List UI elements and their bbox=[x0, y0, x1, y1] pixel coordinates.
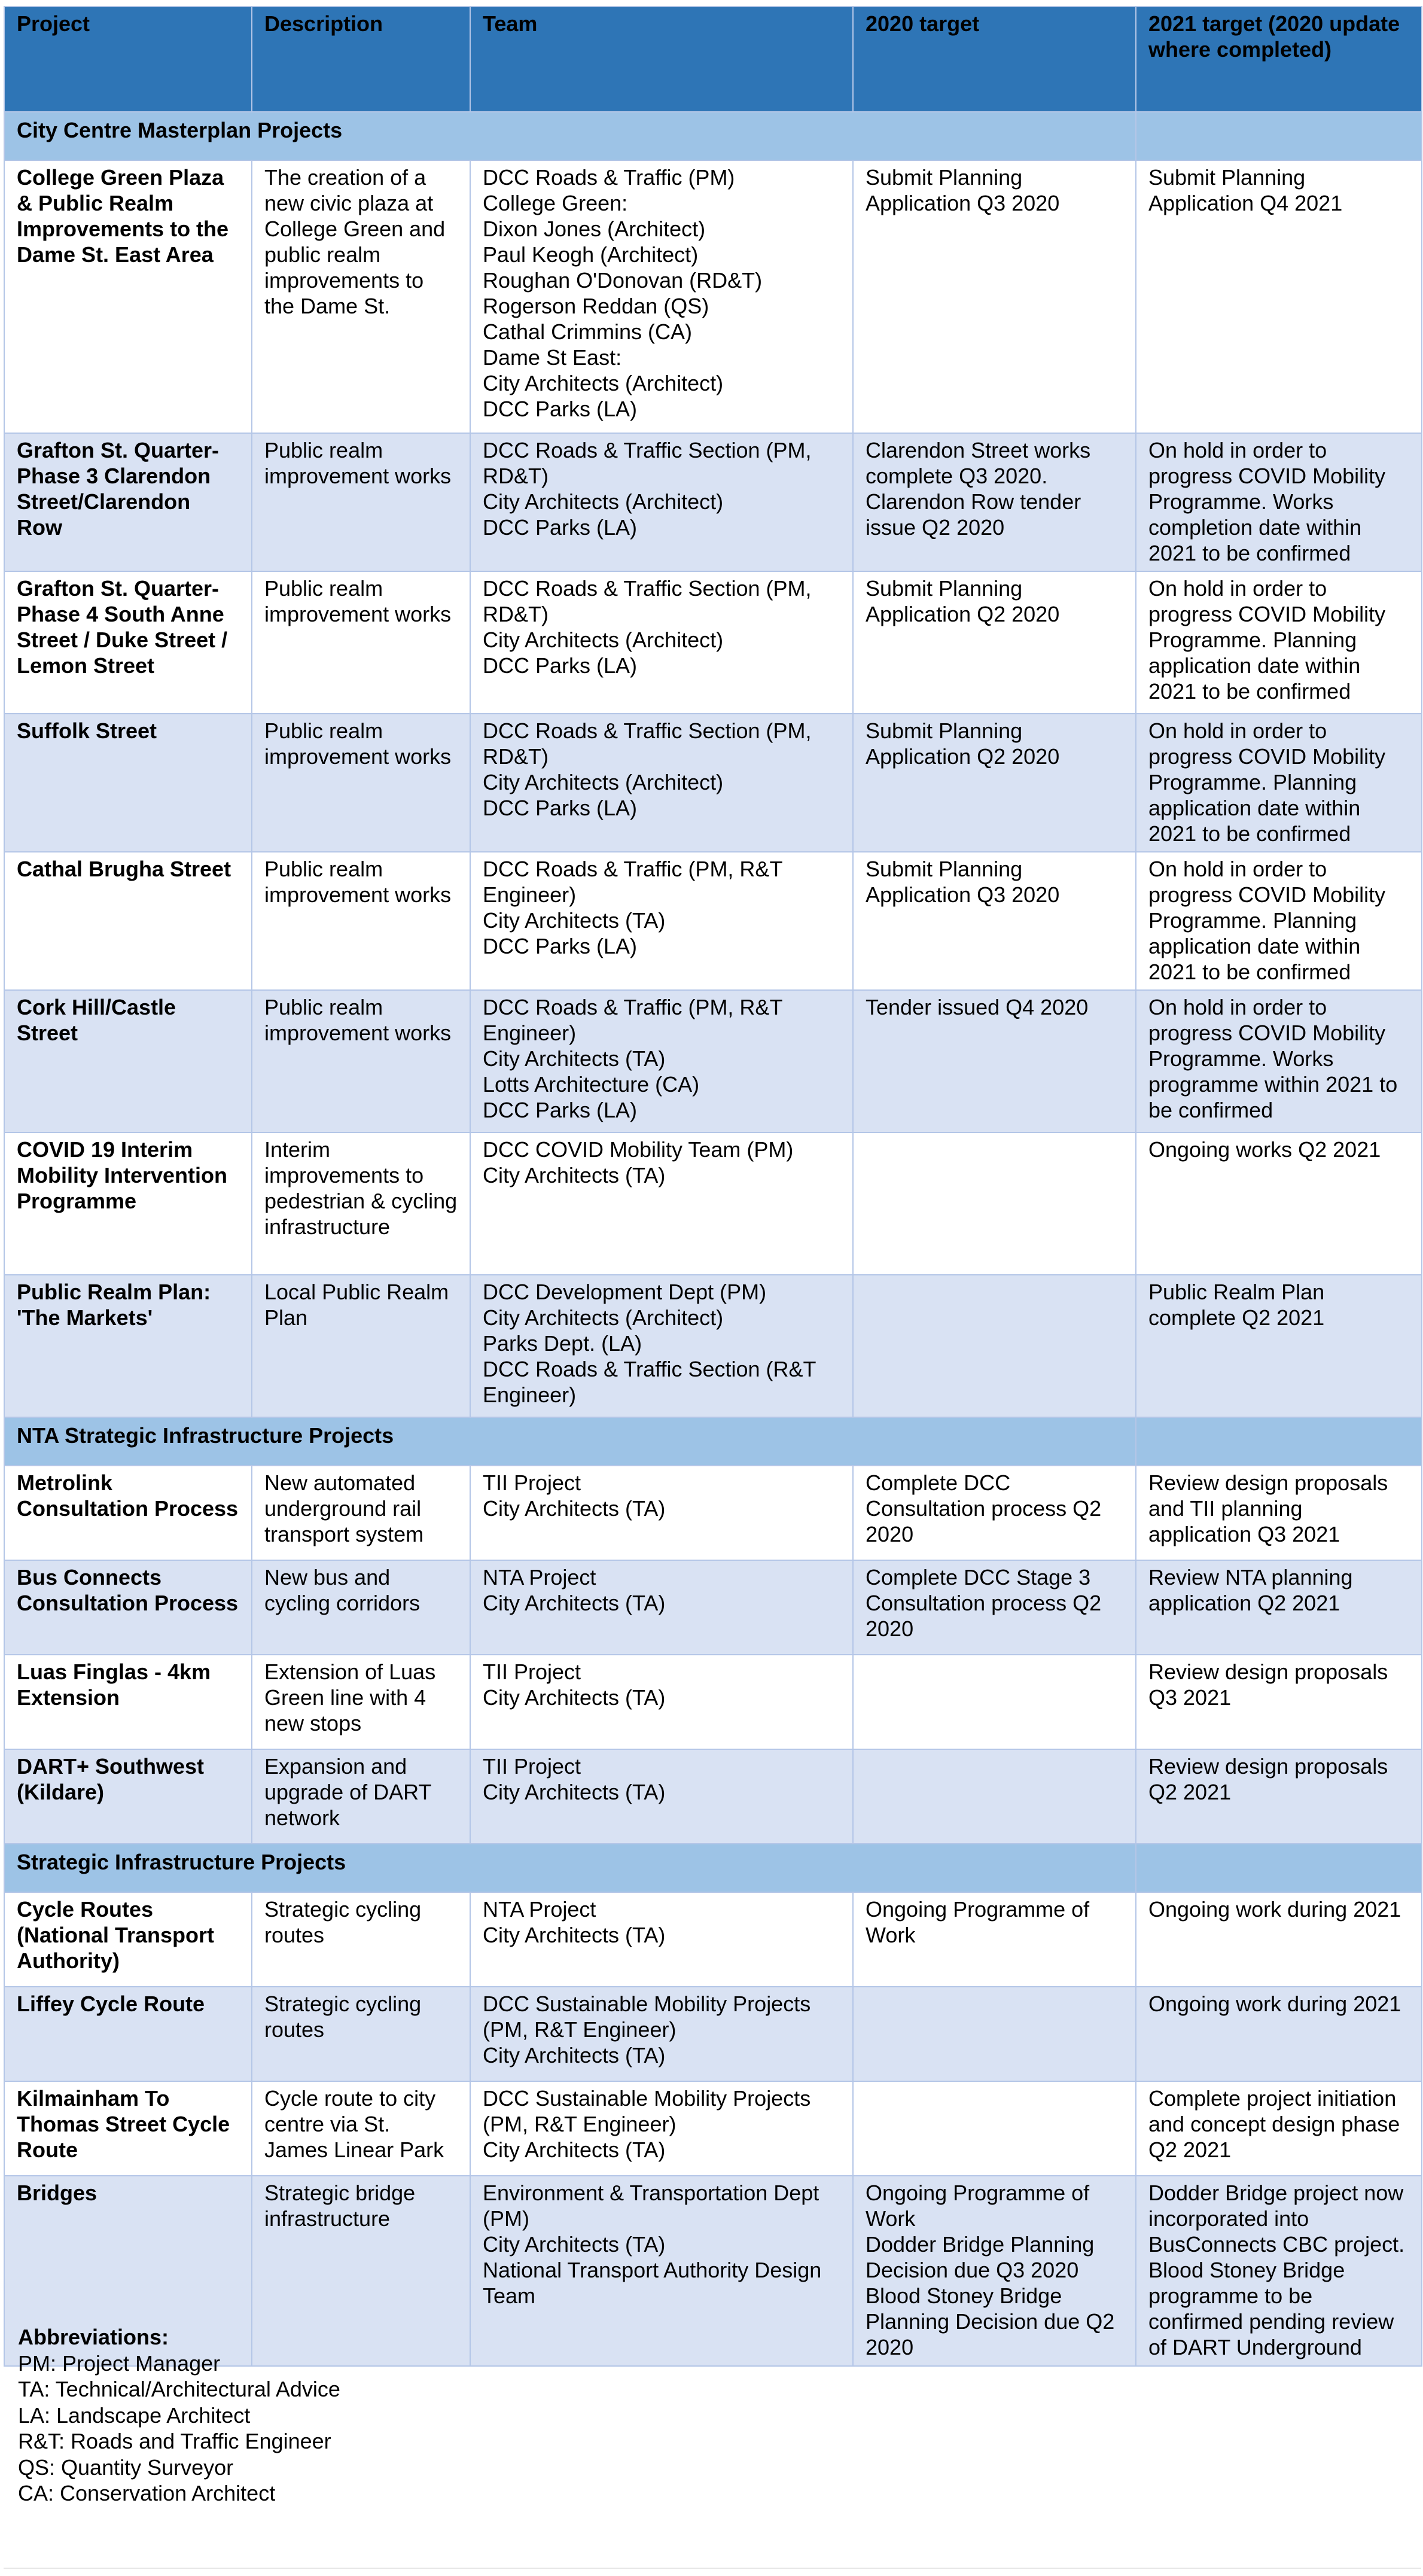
cell-2020-target: Clarendon Street works complete Q3 2020. Clarendon Row tender issue Q2 2020 bbox=[853, 433, 1136, 571]
cell-project: College Green Plaza & Public Realm Improvements to the Dame St. East Area bbox=[4, 160, 252, 433]
table-row bbox=[4, 1655, 1422, 1749]
section-row bbox=[4, 1844, 1422, 1892]
cell-2021-target: Submit Planning Application Q4 2021 bbox=[1136, 160, 1422, 433]
cell-project: DART+ Southwest (Kildare) bbox=[4, 1749, 252, 1844]
cell-2021-target: Ongoing work during 2021 bbox=[1136, 1892, 1422, 1987]
cell-2020-target bbox=[853, 1749, 1136, 1844]
section-filler-cell bbox=[1136, 112, 1422, 160]
cell-description: Public realm improvement works bbox=[252, 571, 470, 714]
section-title: City Centre Masterplan Projects bbox=[4, 112, 1136, 160]
header-project: Project bbox=[4, 7, 252, 112]
cell-2020-target: Submit Planning Application Q2 2020 bbox=[853, 571, 1136, 714]
section-filler-cell bbox=[1136, 1417, 1422, 1466]
cell-project: Luas Finglas - 4km Extension bbox=[4, 1655, 252, 1749]
header-description: Description bbox=[252, 7, 470, 112]
table-row bbox=[4, 571, 1422, 714]
cell-2021-target: Review NTA planning application Q2 2021 bbox=[1136, 1560, 1422, 1655]
cell-description: Public realm improvement works bbox=[252, 990, 470, 1132]
table-header-row bbox=[4, 7, 1422, 112]
abbreviation-item: QS: Quantity Surveyor bbox=[18, 2455, 234, 2480]
cell-team: TII Project City Architects (TA) bbox=[470, 1749, 853, 1844]
cell-2020-target: Ongoing Programme of Work Dodder Bridge Planning Decision due Q3 2020 Blood Stoney Bridge Planning Decision due Q2 2020 bbox=[853, 2176, 1136, 2366]
cell-description: Local Public Realm Plan bbox=[252, 1275, 470, 1417]
cell-2021-target: Review design proposals Q3 2021 bbox=[1136, 1655, 1422, 1749]
cell-2020-target: Tender issued Q4 2020 bbox=[853, 990, 1136, 1132]
section-title: Strategic Infrastructure Projects bbox=[4, 1844, 1136, 1892]
cell-team: NTA Project City Architects (TA) bbox=[470, 1892, 853, 1987]
cell-2020-target bbox=[853, 1132, 1136, 1275]
table-row bbox=[4, 433, 1422, 571]
cell-description: Public realm improvement works bbox=[252, 852, 470, 990]
cell-2021-target: On hold in order to progress COVID Mobility Programme. Works programme within 2021 to be confirmed bbox=[1136, 990, 1422, 1132]
table-row bbox=[4, 1749, 1422, 1844]
cell-project: Grafton St. Quarter- Phase 3 Clarendon Street/Clarendon Row bbox=[4, 433, 252, 571]
cell-team: DCC Roads & Traffic (PM, R&T Engineer) City Architects (TA) DCC Parks (LA) bbox=[470, 852, 853, 990]
cell-project: Public Realm Plan: 'The Markets' bbox=[4, 1275, 252, 1417]
cell-team: DCC Development Dept (PM) City Architects (Architect) Parks Dept. (LA) DCC Roads & Traffic Section (R&T Engineer) bbox=[470, 1275, 853, 1417]
cell-team: DCC Roads & Traffic Section (PM, RD&T) City Architects (Architect) DCC Parks (LA) bbox=[470, 571, 853, 714]
cell-description: Expansion and upgrade of DART network bbox=[252, 1749, 470, 1844]
cell-description: Strategic cycling routes bbox=[252, 1987, 470, 2081]
header-team: Team bbox=[470, 7, 853, 112]
cell-team: DCC Sustainable Mobility Projects (PM, R&T Engineer) City Architects (TA) bbox=[470, 1987, 853, 2081]
cell-2021-target: Ongoing work during 2021 bbox=[1136, 1987, 1422, 2081]
table-row bbox=[4, 2081, 1422, 2176]
cell-project: Liffey Cycle Route bbox=[4, 1987, 252, 2081]
cell-description: Cycle route to city centre via St. James Linear Park bbox=[252, 2081, 470, 2176]
cell-team: DCC Roads & Traffic Section (PM, RD&T) City Architects (Architect) DCC Parks (LA) bbox=[470, 714, 853, 852]
abbreviations-title: Abbreviations: bbox=[18, 2325, 169, 2349]
cell-description: Strategic bridge infrastructure bbox=[252, 2176, 470, 2366]
cell-team: NTA Project City Architects (TA) bbox=[470, 1560, 853, 1655]
abbreviation-item: LA: Landscape Architect bbox=[18, 2403, 251, 2428]
table-row bbox=[4, 1987, 1422, 2081]
abbreviations-block bbox=[18, 2324, 340, 2507]
cell-2020-target bbox=[853, 1987, 1136, 2081]
cell-2020-target bbox=[853, 2081, 1136, 2176]
cell-2021-target: Dodder Bridge project now incorporated into BusConnects CBC project. Blood Stoney Bridge programme to be confirmed pending review of DART Underground bbox=[1136, 2176, 1422, 2366]
table-row bbox=[4, 852, 1422, 990]
section-row bbox=[4, 1417, 1422, 1466]
cell-team: DCC Sustainable Mobility Projects (PM, R&T Engineer) City Architects (TA) bbox=[470, 2081, 853, 2176]
cell-project: Grafton St. Quarter- Phase 4 South Anne Street / Duke Street / Lemon Street bbox=[4, 571, 252, 714]
cell-2020-target bbox=[853, 1655, 1136, 1749]
bottom-divider bbox=[4, 2568, 1421, 2569]
cell-description: The creation of a new civic plaza at College Green and public realm improvements to the Dame St. bbox=[252, 160, 470, 433]
table-body bbox=[4, 112, 1422, 2366]
projects-table bbox=[4, 6, 1422, 2367]
section-title: NTA Strategic Infrastructure Projects bbox=[4, 1417, 1136, 1466]
abbreviation-item: PM: Project Manager bbox=[18, 2350, 221, 2376]
section-filler-cell bbox=[1136, 1844, 1422, 1892]
table-row bbox=[4, 1132, 1422, 1275]
cell-project: Kilmainham To Thomas Street Cycle Route bbox=[4, 2081, 252, 2176]
cell-2021-target: Review design proposals Q2 2021 bbox=[1136, 1749, 1422, 1844]
cell-team: Environment & Transportation Dept (PM) City Architects (TA) National Transport Authority Design Team bbox=[470, 2176, 853, 2366]
table-row bbox=[4, 714, 1422, 852]
cell-team: TII Project City Architects (TA) bbox=[470, 1655, 853, 1749]
cell-team: DCC COVID Mobility Team (PM) City Architects (TA) bbox=[470, 1132, 853, 1275]
header-2020-target: 2020 target bbox=[853, 7, 1136, 112]
cell-2021-target: On hold in order to progress COVID Mobility Programme. Planning application date within 2021 to be confirmed bbox=[1136, 571, 1422, 714]
cell-2020-target: Submit Planning Application Q3 2020 bbox=[853, 160, 1136, 433]
cell-2021-target: On hold in order to progress COVID Mobility Programme. Planning application date within 2021 to be confirmed bbox=[1136, 714, 1422, 852]
cell-2021-target: Public Realm Plan complete Q2 2021 bbox=[1136, 1275, 1422, 1417]
cell-description: Interim improvements to pedestrian & cycling infrastructure bbox=[252, 1132, 470, 1275]
table-row bbox=[4, 990, 1422, 1132]
table-row bbox=[4, 1892, 1422, 1987]
abbreviation-item: TA: Technical/Architectural Advice bbox=[18, 2377, 340, 2401]
cell-2020-target bbox=[853, 1275, 1136, 1417]
abbreviation-item: R&T: Roads and Traffic Engineer bbox=[18, 2429, 331, 2453]
cell-description: Public realm improvement works bbox=[252, 433, 470, 571]
cell-2020-target: Submit Planning Application Q2 2020 bbox=[853, 714, 1136, 852]
cell-description: Extension of Luas Green line with 4 new stops bbox=[252, 1655, 470, 1749]
cell-team: DCC Roads & Traffic (PM) College Green: Dixon Jones (Architect) Paul Keogh (Architect) Roughan O'Donovan (RD&T) Rogerson Reddan (QS) Cathal Crimmins (CA) Dame St East: City Architects (Architect) DCC Parks (LA) bbox=[470, 160, 853, 433]
cell-2021-target: Review design proposals and TII planning application Q3 2021 bbox=[1136, 1466, 1422, 1560]
table-row bbox=[4, 1466, 1422, 1560]
abbreviation-item: CA: Conservation Architect bbox=[18, 2481, 276, 2505]
cell-project: Bus Connects Consultation Process bbox=[4, 1560, 252, 1655]
cell-2021-target: Complete project initiation and concept design phase Q2 2021 bbox=[1136, 2081, 1422, 2176]
section-row bbox=[4, 112, 1422, 160]
table-row bbox=[4, 160, 1422, 433]
cell-project: Cycle Routes (National Transport Authority) bbox=[4, 1892, 252, 1987]
cell-team: DCC Roads & Traffic Section (PM, RD&T) City Architects (Architect) DCC Parks (LA) bbox=[470, 433, 853, 571]
cell-project: Bridges bbox=[4, 2176, 252, 2366]
cell-team: DCC Roads & Traffic (PM, R&T Engineer) City Architects (TA) Lotts Architecture (CA) DCC Parks (LA) bbox=[470, 990, 853, 1132]
cell-description: Public realm improvement works bbox=[252, 714, 470, 852]
cell-team: TII Project City Architects (TA) bbox=[470, 1466, 853, 1560]
cell-project: COVID 19 Interim Mobility Intervention Programme bbox=[4, 1132, 252, 1275]
cell-description: Strategic cycling routes bbox=[252, 1892, 470, 1987]
cell-description: New automated underground rail transport system bbox=[252, 1466, 470, 1560]
cell-description: New bus and cycling corridors bbox=[252, 1560, 470, 1655]
cell-2020-target: Ongoing Programme of Work bbox=[853, 1892, 1136, 1987]
cell-project: Suffolk Street bbox=[4, 714, 252, 852]
cell-2020-target: Complete DCC Stage 3 Consultation process Q2 2020 bbox=[853, 1560, 1136, 1655]
table-row bbox=[4, 1275, 1422, 1417]
cell-2020-target: Complete DCC Consultation process Q2 2020 bbox=[853, 1466, 1136, 1560]
cell-2020-target: Submit Planning Application Q3 2020 bbox=[853, 852, 1136, 990]
header-2021-target: 2021 target (2020 update where completed) bbox=[1136, 7, 1422, 112]
cell-project: Cathal Brugha Street bbox=[4, 852, 252, 990]
cell-project: Cork Hill/Castle Street bbox=[4, 990, 252, 1132]
table-row bbox=[4, 1560, 1422, 1655]
cell-2021-target: On hold in order to progress COVID Mobility Programme. Works completion date within 2021 to be confirmed bbox=[1136, 433, 1422, 571]
cell-2021-target: Ongoing works Q2 2021 bbox=[1136, 1132, 1422, 1275]
cell-2021-target: On hold in order to progress COVID Mobility Programme. Planning application date within 2021 to be confirmed bbox=[1136, 852, 1422, 990]
cell-project: Metrolink Consultation Process bbox=[4, 1466, 252, 1560]
